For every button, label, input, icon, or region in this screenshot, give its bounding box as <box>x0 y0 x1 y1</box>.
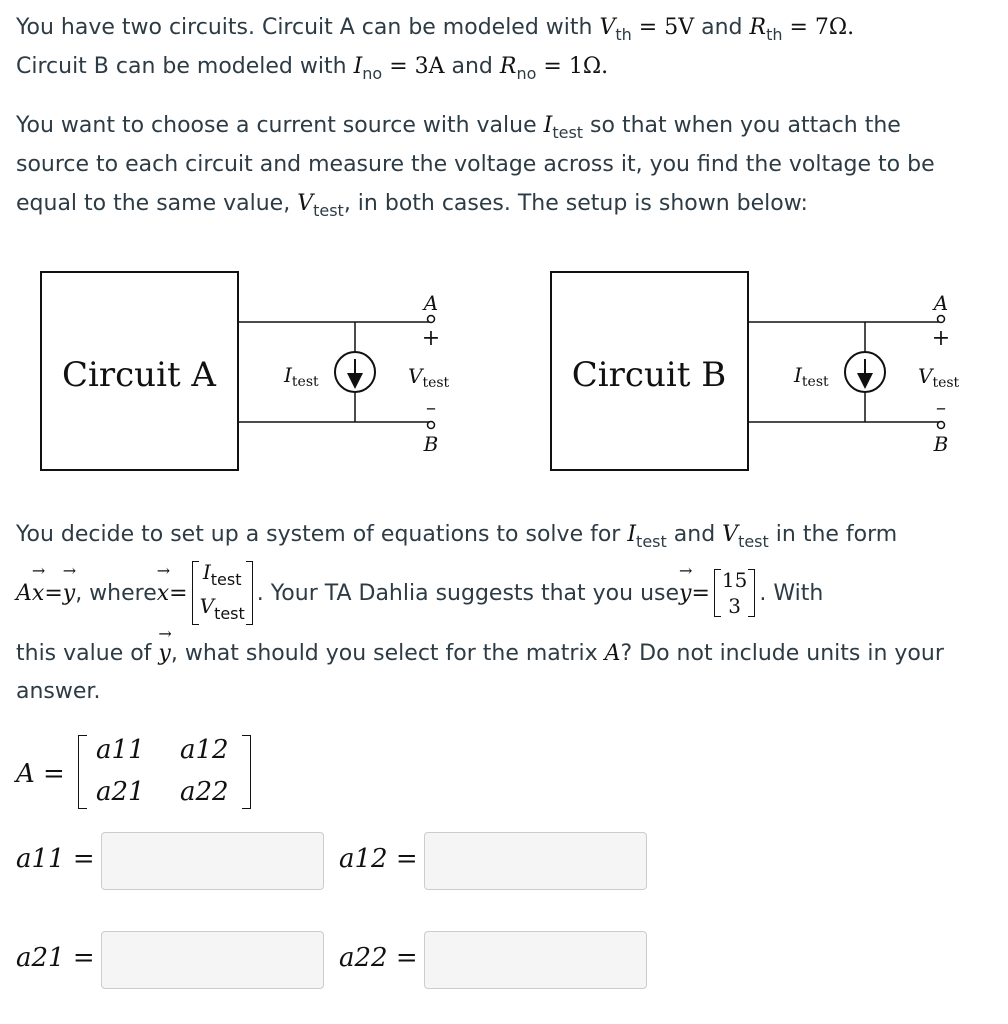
circuit-a-terminal-a-label: A <box>423 291 439 315</box>
setup-line-2: source to each circuit and measure the voltage across it, you find the voltage to be <box>16 152 935 177</box>
circuit-a-terminal-b-label: B <box>423 432 439 456</box>
vector-x: → x <box>32 581 44 606</box>
matrix-cell-a22: a22 <box>180 777 229 807</box>
matrix-cell-a11: a11 <box>96 735 145 765</box>
circuit-b-source-label: $I_{test}$ <box>794 363 829 390</box>
circuit-a-minus-sign: – <box>426 395 436 419</box>
circuit-a-terminal-b <box>428 422 435 429</box>
a12-input[interactable] <box>424 832 647 890</box>
setup-line-1: You want to choose a current source with value $I_{test}$ so that when you attach the <box>16 113 901 142</box>
matrix-cell-a21: a21 <box>96 777 145 807</box>
circuit-a-plus-sign: + <box>421 326 441 351</box>
a11-input[interactable] <box>101 832 324 890</box>
system-line-3: this value of → y, what should you select for the matrix A? Do not include units in your <box>16 634 944 673</box>
matrix-right-bracket <box>242 735 251 809</box>
circuit-b <box>551 272 960 470</box>
vector-y: → y <box>63 581 75 606</box>
system-line-1: You decide to set up a system of equations to solve for $I_{test}$ and $V_{test}$ in the form <box>16 522 898 551</box>
matrix-cell-a12: a12 <box>180 735 229 765</box>
circuit-b-terminal-b-label: B <box>933 432 949 456</box>
circuit-a-voltage-label: $V_{test}$ <box>408 364 450 391</box>
y-column-vector: 15 3 <box>714 567 755 619</box>
circuit-b-terminal-a <box>938 316 945 323</box>
circuit-a-terminal-a <box>428 316 435 323</box>
a21-label: a21 = <box>16 943 95 973</box>
a12-label: a12 = <box>339 844 418 874</box>
a22-label: a22 = <box>339 943 418 973</box>
vector-y-def: → y <box>679 581 691 606</box>
setup-line-3: equal to the same value, $V_{test}$, in both cases. The setup is shown below: <box>16 191 808 220</box>
intro-line-1: You have two circuits. Circuit A can be modeled with $V_{th} = 5V$ and $R_{th} = 7\Omega$. <box>16 15 855 44</box>
a11-label: a11 = <box>16 844 95 874</box>
a22-input[interactable] <box>424 931 647 989</box>
circuit-b-terminal-a-label: A <box>933 291 949 315</box>
circuit-b-minus-sign: – <box>936 395 946 419</box>
system-line-2: A → x = → y , where → x = $I_{test}$ $V_{test}$ . Your TA Dahlia suggests that you use → y = 15 3 . With <box>16 553 823 633</box>
matrix-left-bracket <box>78 735 87 809</box>
matrix-a-display <box>16 733 276 813</box>
vector-x-def: → x <box>157 581 169 606</box>
a21-input[interactable] <box>101 931 324 989</box>
circuit-a-source-label: $I_{test}$ <box>284 363 319 390</box>
circuit-a-label: Circuit A <box>62 355 216 395</box>
matrix-lhs: A = <box>16 759 65 789</box>
circuit-b-plus-sign: + <box>931 326 951 351</box>
circuit-b-terminal-b <box>938 422 945 429</box>
intro-line-2: Circuit B can be modeled with $I_{no} = 3A$ and $R_{no} = 1\Omega$. <box>16 54 609 83</box>
circuit-figure <box>0 255 1008 495</box>
circuit-a <box>41 272 450 470</box>
x-column-vector: $I_{test}$ $V_{test}$ <box>192 559 253 627</box>
circuit-b-voltage-label: $V_{test}$ <box>918 364 960 391</box>
circuit-b-label: Circuit B <box>571 355 727 395</box>
system-line-4: answer. <box>16 679 101 704</box>
